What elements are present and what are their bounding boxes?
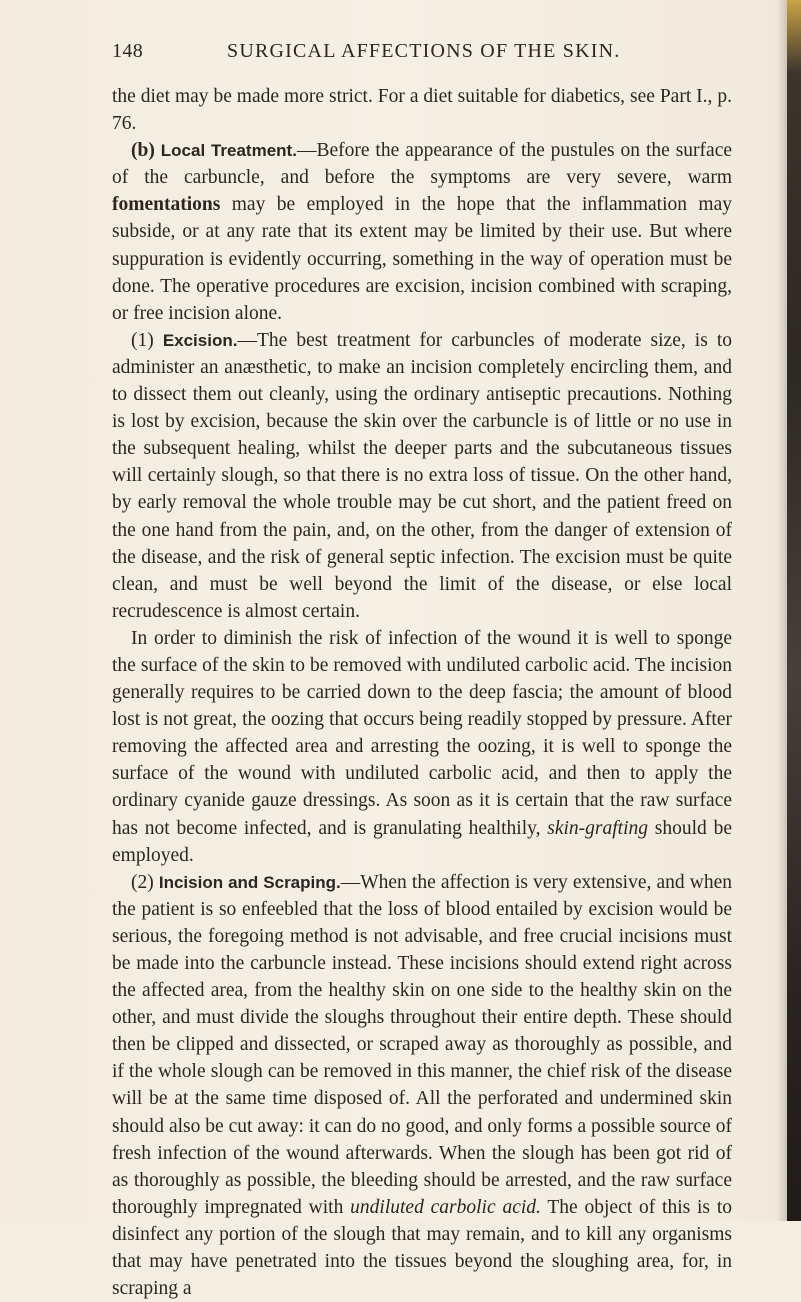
paragraph-local-treatment: [112, 137, 732, 327]
term-fomentations: fomentations: [112, 194, 221, 216]
page-gutter-shadow: [777, 0, 787, 1221]
heading-local-treatment: Local Treatment.: [160, 141, 297, 161]
local-treatment-text-a: —Before the appearance of the pustules on the surface of the carbuncle, and before the symptoms are very severe, warm: [112, 140, 732, 189]
excision-text: —The best treatment for carbuncles of moderate size, is to administer an anæsthetic, to make an incision completely encircling them, and to dissect them out cleanly, using the ordinary antiseptic precautions. Nothing is lost by excision, because the skin over the carbuncle is of little or no use in the subsequent healing, whilst the deeper parts and the subcutaneous tissues will certainly slough, so that there is no extra loss of tissue. On the other hand, by early removal the whole trouble may be cut short, and the patient freed on the one hand from the pain, and, on the other, from the danger of extension of the disease, and the risk of general septic infection. The excision must be quite clean, and must be well beyond the limit of the disease, or else local recrudescence is almost certain.: [112, 329, 733, 622]
paragraph-diet-text: the diet may be made more strict. For a diet suitable for diabetics, see Part I., p. 76.: [112, 86, 732, 135]
incision-scraping-text-b: The object of this is to disinfect any portion of the slough that may remain, and to kill any organisms that may have penetrated into the tissues beyond the sloughing area, for, in scraping a: [112, 1196, 733, 1300]
section-label-b: (b): [131, 140, 155, 162]
infection-risk-text-b: should be employed.: [112, 817, 732, 866]
paragraph-diet: [112, 83, 732, 137]
paragraph-incision-scraping: [112, 869, 732, 1302]
running-title: SURGICAL AFFECTIONS OF THE SKIN.: [227, 40, 621, 62]
running-head: [112, 40, 752, 70]
infection-risk-text-a: In order to diminish the risk of infection of the wound it is well to sponge the surface of the skin to be removed with undiluted carbolic acid. The incision generally requires to be carried down to the deep fascia; the amount of blood lost is not great, the oozing that occurs being readily stopped by pressure. After removing the affected area and arresting the oozing, it is well to sponge the surface of the wound with undiluted carbolic acid, and then to apply the ordinary cyanide gauze dressings. As soon as it is certain that the raw surface has not become infected, and is granulating healthily,: [112, 627, 732, 839]
paragraph-infection-risk: [112, 625, 732, 869]
heading-excision: Excision.: [162, 330, 238, 350]
local-treatment-text-b: may be employed in the hope that the inflammation may subside, or at any rate that its extent may be limited by their use. But where suppuration is evidently occurring, something in the way of operation must be done. The operative procedures are excision, incision combined with scraping, or free incision alone.: [112, 194, 732, 324]
heading-incision-scraping: Incision and Scraping.: [158, 872, 341, 892]
incision-scraping-text-a: —When the affection is very extensive, and when the patient is so enfeebled that the loss of blood entailed by excision would be serious, the foregoing method is not advisable, and free crucial incisions must be made into the carbuncle instead. These incisions should extend right across the affected area, from the healthy skin on one side to the healthy skin on the other, and must divide the sloughs throughout their entire depth. These should then be clipped and dissected, or scraped away as thoroughly as possible, and if the whole slough can be removed in this manner, the chief risk of the disease will be at the same time disposed of. All the perforated and undermined skin should also be cut away: it can do no good, and only forms a possible source of fresh infection of the wound afterwards. When the slough has been got rid of as thoroughly as possible, the bleeding should be arrested, and the raw surface thoroughly impregnated with: [112, 871, 732, 1218]
body-text: [112, 83, 732, 1302]
page-edge: [787, 0, 801, 1221]
paragraph-excision: [112, 327, 732, 625]
section-label-1: (1): [131, 329, 154, 351]
term-skin-grafting: skin-grafting: [547, 817, 649, 839]
page-number: 148: [112, 40, 144, 62]
term-undiluted-carbolic-acid: undiluted carbolic acid.: [350, 1196, 541, 1218]
section-label-2: (2): [131, 871, 154, 893]
